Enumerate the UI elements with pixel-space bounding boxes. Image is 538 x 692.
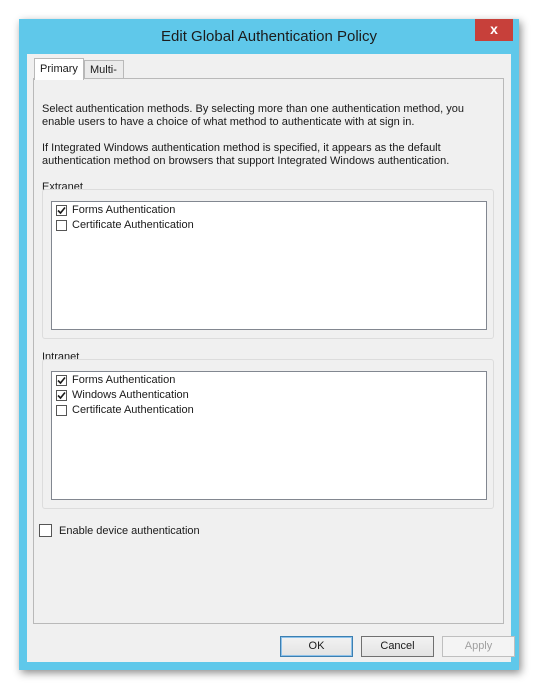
intranet-method-list[interactable] [51,371,487,500]
ok-button[interactable]: OK [280,636,353,657]
list-item[interactable] [56,218,194,232]
list-item-label: Forms Authentication [72,374,176,386]
intranet-label: Intranet [42,351,80,363]
dialog-window [19,19,519,670]
device-auth-checkbox[interactable] [39,524,52,537]
list-item[interactable] [56,203,175,217]
intranet-forms-checkbox[interactable] [56,375,67,386]
checkmark-icon [57,206,66,215]
device-auth-label: Enable device authentication [59,524,200,537]
list-item[interactable] [56,403,194,417]
list-item-label: Certificate Authentication [72,219,194,231]
list-item[interactable] [56,373,175,387]
intranet-group [42,359,494,509]
list-item-label: Windows Authentication [72,389,189,401]
dialog-title: Edit Global Authentication Policy [161,28,377,45]
list-item-label: Certificate Authentication [72,404,194,416]
close-button[interactable] [475,19,513,41]
description-integrated-windows: If Integrated Windows authentication method is specified, it appears as the default authentication method on browsers that support Integrated Windows authentication. [42,142,450,167]
extranet-certificate-checkbox[interactable] [56,220,67,231]
list-item[interactable] [56,388,189,402]
title-bar[interactable] [19,19,519,54]
close-icon: x [490,21,498,37]
intranet-windows-checkbox[interactable] [56,390,67,401]
list-item-label: Forms Authentication [72,204,176,216]
tab-primary[interactable]: Primary [34,58,84,80]
extranet-label: Extranet [42,181,83,193]
description-methods: Select authentication methods. By selecting more than one authentication method, you enable users to have a choice of what method to authenticate with at sign in. [42,103,464,128]
checkmark-icon [57,391,66,400]
intranet-certificate-checkbox[interactable] [56,405,67,416]
tab-multi-factor[interactable]: Multi- [84,60,124,78]
device-auth-option[interactable] [39,524,200,537]
extranet-group [42,189,494,339]
dialog-client-area [27,54,511,662]
primary-tab-panel [33,78,504,624]
extranet-method-list[interactable] [51,201,487,330]
cancel-button[interactable]: Cancel [361,636,434,657]
extranet-forms-checkbox[interactable] [56,205,67,216]
apply-button[interactable]: Apply [442,636,515,657]
checkmark-icon [57,376,66,385]
